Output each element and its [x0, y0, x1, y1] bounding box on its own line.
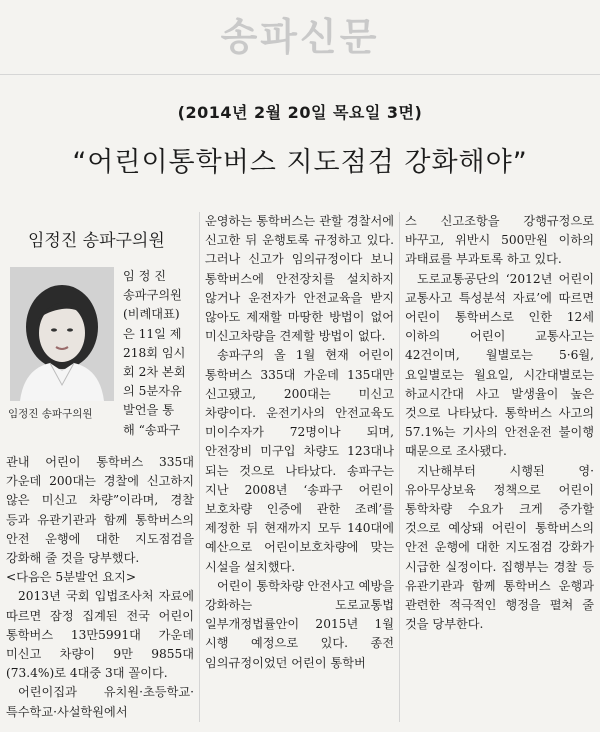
- article-column-1: [6, 225, 194, 722]
- intro-line: 회 2차 본회: [123, 365, 186, 380]
- intro-line: (비례대표): [123, 307, 180, 322]
- masthead-divider: [0, 74, 600, 75]
- article-paragraph: 어린이집과 유치원·초등학교·특수학교·사설학원에서: [6, 685, 194, 719]
- intro-line: 임 정 진: [123, 269, 167, 283]
- column-divider: [199, 212, 200, 722]
- article-paragraph: 2013년 국회 입법조사처 자료에 따르면 잠정 집계된 전국 어린이 통학버스 13만5991대 가운데 미신고 차량이 9만 9855대(73.4%)로 4대중 3대 꼴이다.: [6, 589, 194, 681]
- article-paragraph: 지난해부터 시행된 영·유아무상보육 정책으로 어린이 통학차량 수요가 크게 증가할 것으로 예상돼 어린이 통학버스의 안전 운행에 대한 지도점검 강화가 시급한 실정이다. 집행부는 경찰 등 유관기관과 함께 통학버스 운행과 관련한 적극적인 행정을 펼쳐 줄 것을 당부한다.: [405, 463, 594, 632]
- portrait-image: [10, 267, 114, 401]
- intro-line: 의 5분자유: [123, 384, 182, 399]
- article-headline: “어린이통학버스 지도점검 강화해야”: [72, 147, 528, 178]
- speech-note: <다음은 5분발언 요지>: [6, 570, 137, 585]
- councilor-portrait: [10, 267, 114, 401]
- intro-line: 송파구의원: [123, 288, 182, 303]
- article-column-2: [205, 212, 394, 673]
- column-divider: [399, 212, 400, 722]
- article-paragraph: 운영하는 통학버스는 관할 경찰서에 신고한 뒤 운행토록 규정하고 있다. 그러나 신고가 임의규정이다 보니 통학버스에 안전장치를 설치하지 않거나 운전자가 안전교육을 받지 않아도 제재할 마땅한 방법이 없어 미신고차량을 견제할 방법이 없다.: [205, 214, 394, 344]
- article-paragraph: 관내 어린이 통학버스 335대 가운데 200대는 경찰에 신고하지 않은 미신고 차량”이라며, 경찰 등과 유관기관과 함께 통학버스의 안전 운행에 대한 지도점검을 강화해 줄 것을 당부했다.: [6, 455, 194, 566]
- newspaper-masthead: 송파신문: [220, 15, 380, 59]
- photo-caption: 임정진 송파구의원: [8, 408, 93, 420]
- article-intro-lines: [123, 267, 194, 440]
- article-paragraph: 도로교통공단의 ‘2012년 어린이 교통사고 특성분석 자료’에 따르면 어린이 통학버스로 인한 12세 이하의 어린이 교통사고는 42건이며, 월별로는 5·6월, 요일별로는 월요일, 시간대별로는 하교시간대 사고 발생율이 높은 것으로 나타났다. 통학버스 사고의 57.1%는 기사의 안전운전 불이행 때문으로 조사됐다.: [405, 271, 594, 459]
- article-column-3: [405, 212, 594, 634]
- byline-photo-block: [6, 267, 194, 453]
- intro-line: 은 11일 제: [123, 326, 182, 341]
- publication-dateline: (2014년 2월 20일 목요일 3면): [177, 103, 423, 122]
- article-paragraph: 어린이 통학차량 안전사고 예방을 강화하는 도로교통법 일부개정법률안이 2015년 1월 시행 예정으로 있다. 종전 임의규정이었던 어린이 통학버: [205, 578, 394, 670]
- article-paragraph: 송파구의 올 1월 현재 어린이 통학버스 335대 가운데 135대만 신고됐고, 200대는 미신고 차량이다. 운전기사의 안전교육도 미이수자가 72명이나 되며, 안전장비 미구입 차량도 123대나 되는 것으로 나타났다. 송파구는 지난 2008년 ‘송파구 어린이 보호차량 인증에 관한 조례’를 제정한 뒤 현재까지 모두 140대에 예산으로 어린이보호차량에 맞는 시설을 설치했다.: [205, 348, 394, 574]
- article-paragraph: 스 신고조항을 강행규정으로 바꾸고, 위반시 500만원 이하의 과태료를 부과토록 하고 있다.: [405, 214, 594, 267]
- intro-line: 발언을 통: [123, 403, 174, 418]
- byline-title: 임정진 송파구의원: [28, 231, 165, 251]
- intro-line: 218회 임시: [123, 345, 186, 360]
- intro-line: 해 “송파구: [123, 422, 181, 437]
